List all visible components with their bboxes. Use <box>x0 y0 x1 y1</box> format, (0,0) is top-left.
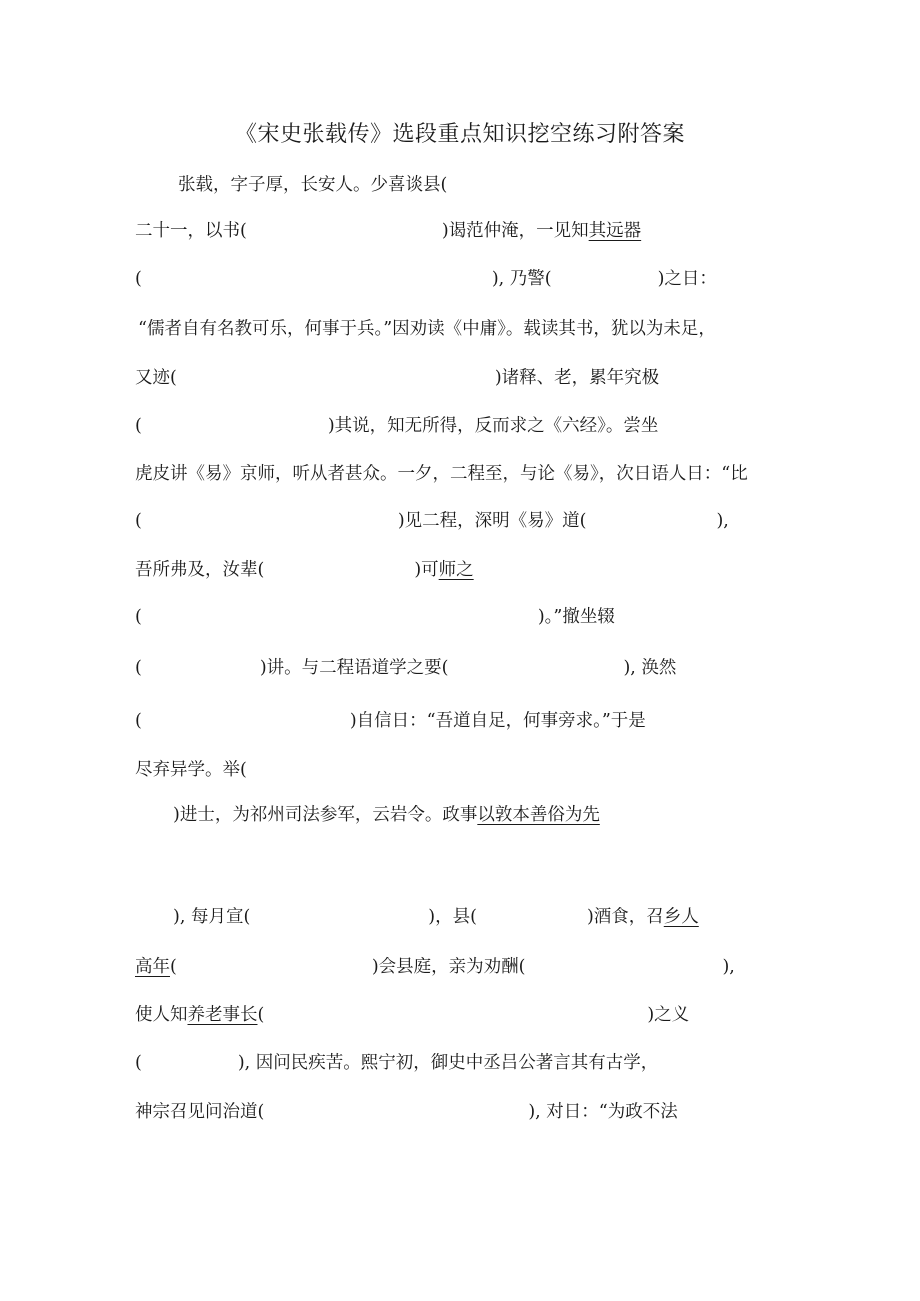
text-segment: )可 <box>414 560 439 580</box>
text-segment: ( <box>135 711 142 731</box>
text-segment: )。”撤坐辍 <box>537 607 615 627</box>
text-segment: )之义 <box>647 1005 690 1025</box>
text-segment: )讲。与二程语道学之要( <box>259 658 449 678</box>
text-segment: ), 对日：“为政不法 <box>528 1102 678 1122</box>
text-segment: )谒范仲淹，一见知 <box>441 221 589 241</box>
text-line <box>135 1099 678 1125</box>
underlined-phrase: 乡人 <box>663 907 699 927</box>
underlined-phrase: 师之 <box>438 560 474 580</box>
text-line <box>135 508 729 534</box>
text-segment: “儒者自有名教可乐，何事于兵。”因劝读《中庸》。载读其书，犹以为未足， <box>138 319 716 339</box>
text-segment: 神宗召见问治道( <box>135 1102 265 1122</box>
underlined-phrase: 其远器 <box>588 221 642 241</box>
text-line <box>135 365 659 391</box>
text-segment: 吾所弗及，汝辈( <box>135 560 265 580</box>
text-line <box>135 266 717 292</box>
text-segment: 虎皮讲《易》京师，听从者甚众。一夕，二程至，与论《易》，次日语人日：“比 <box>135 464 748 484</box>
text-line <box>173 904 699 930</box>
page-title: 《宋史张载传》选段重点知识挖空练习附答案 <box>234 122 685 147</box>
text-segment: 又迹( <box>135 368 177 388</box>
text-line <box>135 708 646 734</box>
text-segment: ( <box>135 511 142 531</box>
text-segment: ( <box>135 607 142 627</box>
text-line <box>138 316 716 342</box>
text-segment: )会县庭，亲为劝酬( <box>371 957 526 977</box>
text-line <box>135 1050 658 1076</box>
text-segment: ( <box>135 269 142 289</box>
text-line <box>135 655 676 681</box>
text-line <box>135 413 658 439</box>
text-line <box>178 172 447 198</box>
text-segment: ( <box>135 416 142 436</box>
text-segment: ( <box>135 1053 142 1073</box>
text-segment: )酒食，召 <box>586 907 664 927</box>
text-line <box>135 1002 689 1028</box>
text-segment: 使人知 <box>135 1005 188 1025</box>
underlined-phrase: 以敦本善俗为先 <box>477 805 600 825</box>
underlined-phrase: 养老事长 <box>187 1005 258 1025</box>
text-segment: ( <box>170 957 177 977</box>
text-line <box>135 557 474 583</box>
text-segment: )进士，为祁州司法参军，云岩令。政事 <box>173 805 478 825</box>
text-line <box>135 954 735 980</box>
text-line <box>135 218 641 244</box>
text-segment: ), 每月宣( <box>173 907 251 927</box>
text-segment: ), 涣然 <box>623 658 677 678</box>
text-segment: )，县( <box>428 907 477 927</box>
text-line <box>135 604 615 630</box>
text-segment: )自信日：“吾道自足，何事旁求。”于是 <box>349 711 646 731</box>
text-segment: ), <box>722 957 735 977</box>
text-segment: ), 乃警( <box>491 269 552 289</box>
text-segment: ( <box>257 1005 265 1025</box>
text-segment: )诸释、老，累年究极 <box>494 368 660 388</box>
text-segment: ( <box>135 658 142 678</box>
text-segment: 张载，字子厚，长安人。少喜谈县( <box>178 175 448 195</box>
text-segment: )其说，知无所得，反而求之《六经》。尝坐 <box>327 416 659 436</box>
text-line <box>135 757 247 783</box>
text-segment: 尽弃异学。举( <box>135 760 247 780</box>
text-line <box>135 461 748 487</box>
text-segment: 二十一，以书( <box>135 221 247 241</box>
text-segment: ), 因问民疾苦。熙宁初，御史中丞吕公著言其有古学， <box>237 1053 659 1073</box>
text-line <box>173 802 600 828</box>
text-segment: )见二程，深明《易》道( <box>397 511 587 531</box>
text-segment: )之日： <box>657 269 717 289</box>
text-segment: ), <box>716 511 729 531</box>
underlined-phrase: 高年 <box>135 957 170 977</box>
